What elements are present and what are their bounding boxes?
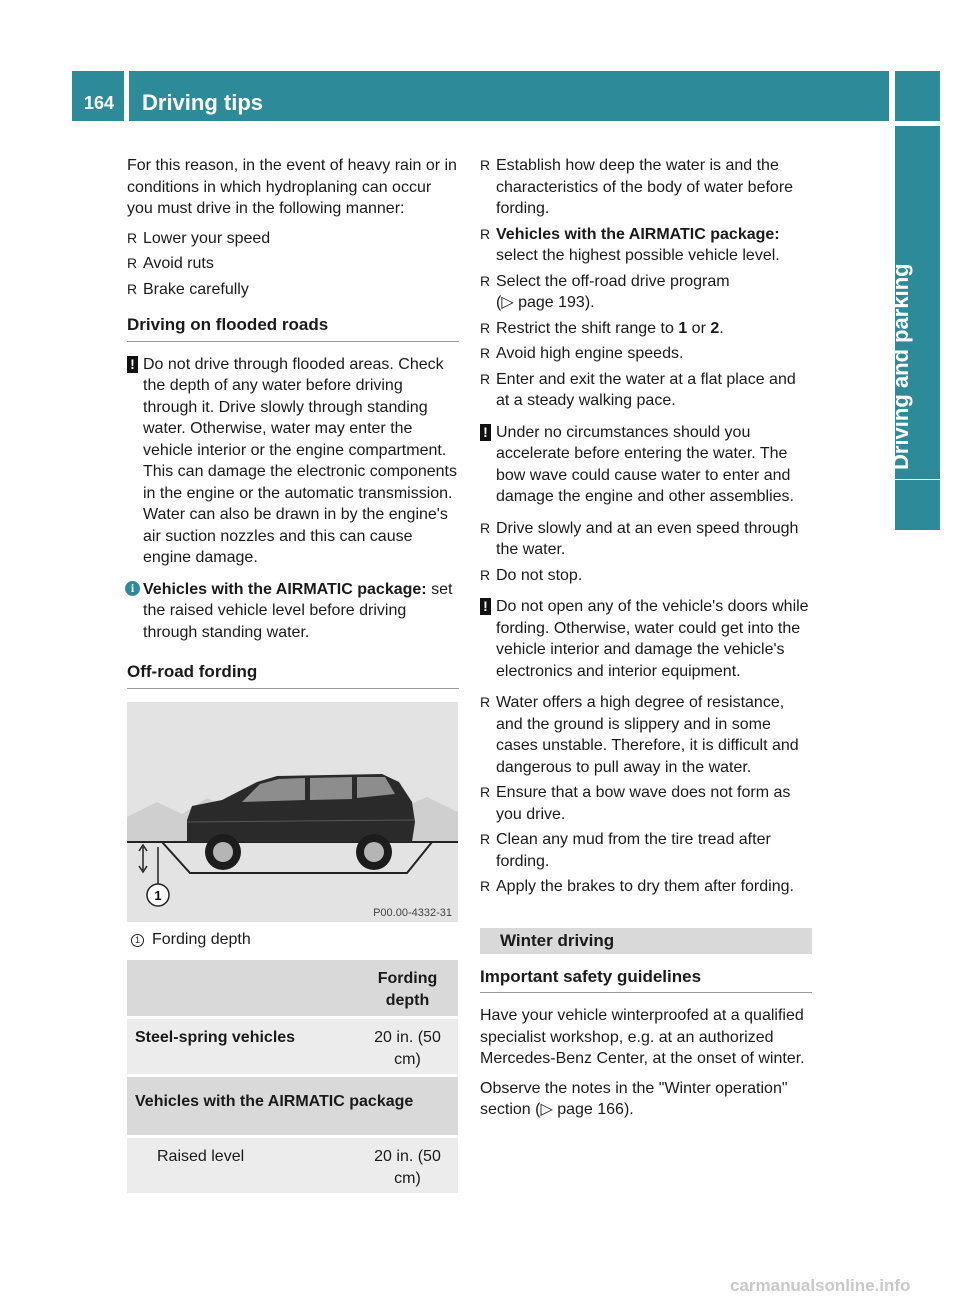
list-item: R Do not stop. <box>480 565 812 587</box>
list-item <box>480 224 812 267</box>
watermark: carmanualsonline.info <box>730 1276 911 1295</box>
list-item-text: Select the off-road drive program <box>496 272 730 290</box>
list-item: R Water offers a high degree of resistance, and the ground is slippery and in some cases unstable. Therefore, it is difficult and dangerous to pull away in the water. <box>480 692 812 778</box>
list-item: R Clean any mud from the tire tread after fording. <box>480 829 812 872</box>
side-tab-top <box>895 71 940 121</box>
warning-note <box>127 354 459 569</box>
list-item: R Avoid high engine speeds. <box>480 343 812 365</box>
warning-note <box>480 422 812 508</box>
list-item-text: or <box>687 319 711 337</box>
shift-range-1: 1 <box>678 319 688 337</box>
table-row <box>127 1138 458 1196</box>
table-cell-label: Vehicles with the AIRMATIC package <box>135 1093 414 1110</box>
table-header-empty <box>127 960 357 1016</box>
list-item: R Avoid ruts <box>127 253 459 275</box>
info-bold: Vehicles with the AIRMATIC package: <box>143 580 427 598</box>
intro-text: For this reason, in the event of heavy rain or in conditions in which hydroplaning can occur you must drive in the following manner: <box>127 157 457 217</box>
paragraph: Have your vehicle winterproofed at a qualified specialist workshop, e.g. at an authorized Mercedes-Benz Center, at the onset of winter. <box>480 1007 805 1067</box>
side-tab-label-wrap <box>880 250 955 480</box>
warning-text: Under no circumstances should you accelerate before entering the water. The bow wave could cause water to enter and damage the engine and other assemblies. <box>496 423 794 505</box>
list-item: R Apply the brakes to dry them after fording. <box>480 876 812 898</box>
list-item: R Drive slowly and at an even speed through the water. <box>480 518 812 561</box>
figure-code: P00.00-4332-31 <box>373 907 452 919</box>
caption-number: 1 <box>131 934 144 947</box>
page-reference: (▷ page 193). <box>496 294 595 311</box>
left-column <box>127 155 459 701</box>
list-item-text: Restrict the shift range to <box>496 319 679 337</box>
shift-range-2: 2 <box>710 319 720 337</box>
table-row <box>127 1077 458 1138</box>
table-header-row <box>127 960 458 1019</box>
side-tab-label: Driving and parking <box>888 263 913 470</box>
list-item-text: . <box>719 319 724 337</box>
page-number: 164 <box>84 93 115 113</box>
right-column <box>480 155 812 1129</box>
list-item <box>480 318 812 340</box>
list-item-bold: Vehicles with the AIRMATIC package: <box>496 225 780 243</box>
list-item: R Ensure that a bow wave does not form as you drive. <box>480 782 812 825</box>
warning-note <box>480 596 812 682</box>
table-header-fording-depth: Fording depth <box>377 970 438 1009</box>
list-item: R Enter and exit the water at a flat place and at a steady walking pace. <box>480 369 812 412</box>
caption-text: Fording depth <box>152 931 251 948</box>
list-item: R Lower your speed <box>127 228 459 250</box>
figure-caption <box>131 931 251 949</box>
list-item: R Brake carefully <box>127 279 459 301</box>
fording-depth-table <box>127 960 458 1196</box>
warning-text: Do not drive through flooded areas. Check the depth of any water before driving through it. Drive slowly through standing water. Otherwise, water may enter the vehicle interior or the engine compartment. This can damage the electronic components in the engine or the automatic transmission. Water can also be drawn in by the engine's air suction nozzles and this can cause engine damage. <box>143 355 457 566</box>
table-row <box>127 1019 458 1077</box>
paragraph: Observe the notes in the "Winter operation" section (▷ page 166). <box>480 1079 788 1118</box>
warning-text: Do not open any of the vehicle's doors while fording. Otherwise, water could get into the vehicle interior and damage the vehicle's electronics and interior equipment. <box>496 598 809 680</box>
side-tab-marker <box>895 480 940 530</box>
section-heading-fording: Off-road fording <box>127 661 459 689</box>
subheading-safety: Important safety guidelines <box>480 966 812 994</box>
info-note <box>127 579 459 644</box>
warning-icon: ! <box>127 356 138 373</box>
table-cell-value: 20 in. (50 cm) <box>374 1029 441 1068</box>
table-cell-label: Raised level <box>157 1148 245 1165</box>
list-item-text: select the highest possible vehicle level. <box>496 247 780 264</box>
info-text: set the raised vehicle level before driving through standing water. <box>143 580 453 641</box>
page-title: Driving tips <box>142 90 264 115</box>
list-item: R Establish how deep the water is and the characteristics of the body of water before fording. <box>480 155 812 220</box>
list-item <box>480 271 812 314</box>
section-heading-flooded: Driving on flooded roads <box>127 314 459 342</box>
warning-icon: ! <box>480 598 491 615</box>
fording-figure <box>127 702 458 922</box>
table-cell-label: Steel-spring vehicles <box>135 1029 296 1046</box>
info-icon: i <box>125 581 140 596</box>
table-cell-value: 20 in. (50 cm) <box>374 1148 441 1187</box>
section-heading-winter: Winter driving <box>480 928 812 954</box>
callout-number: 1 <box>154 888 162 903</box>
warning-icon: ! <box>480 424 491 441</box>
